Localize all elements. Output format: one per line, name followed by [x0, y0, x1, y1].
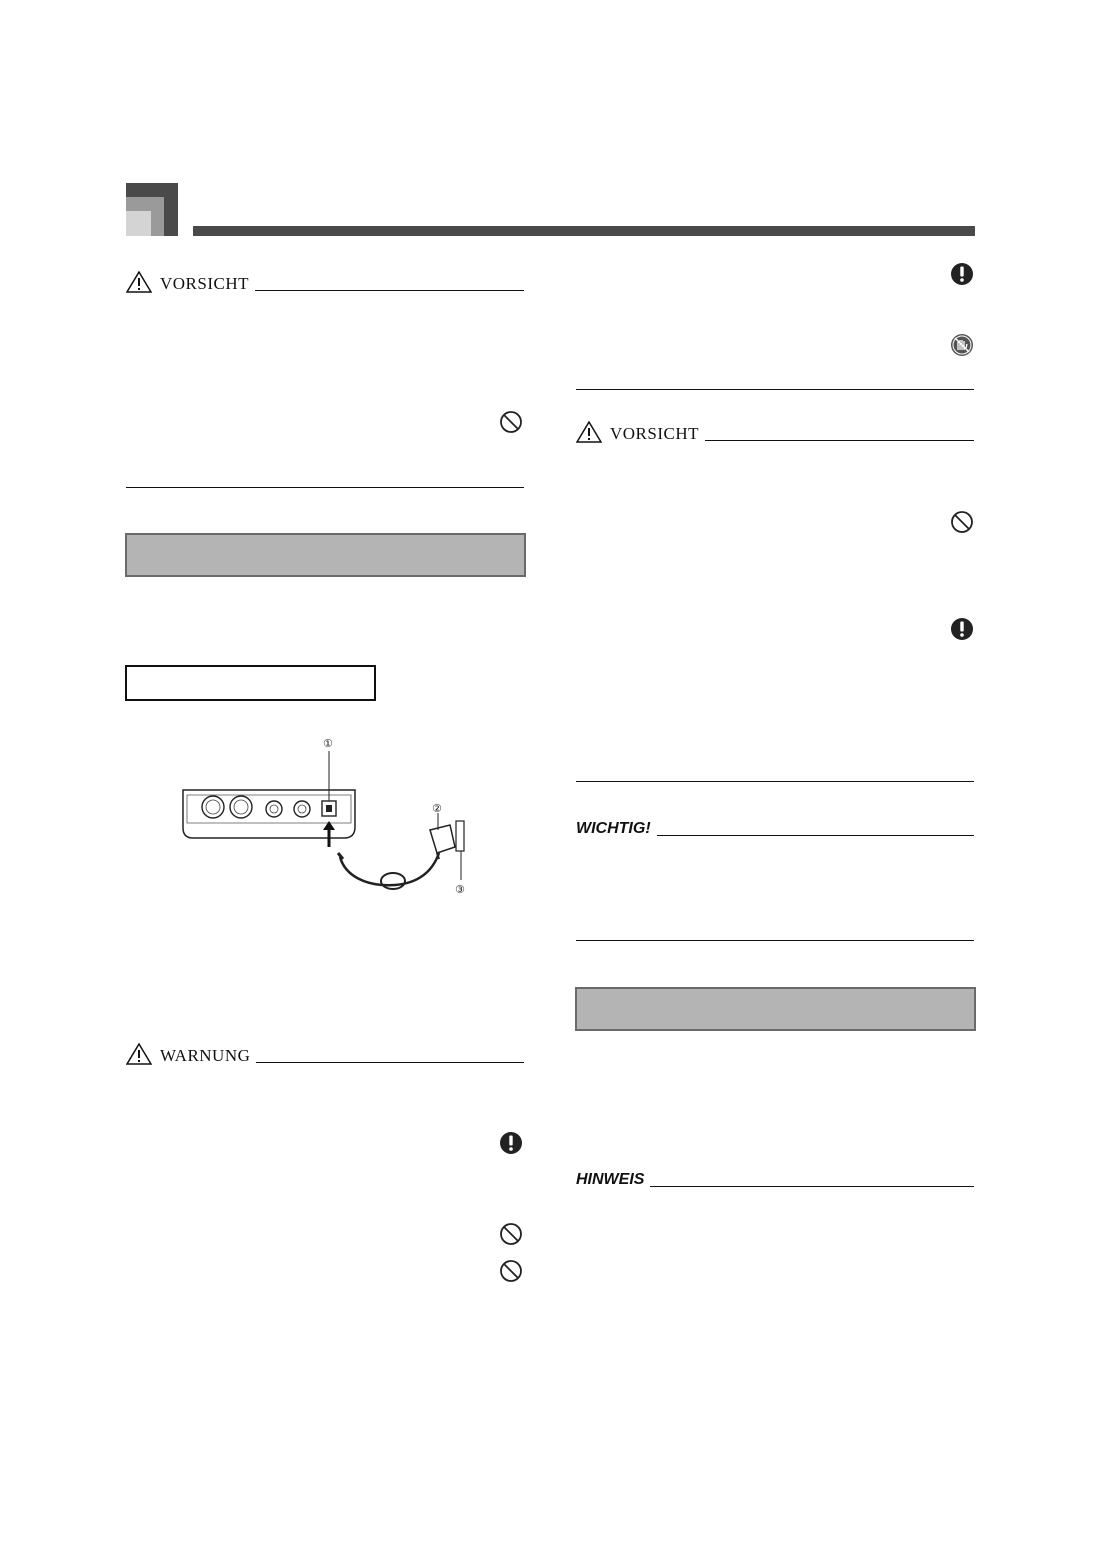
caution-heading-left — [126, 271, 524, 293]
section-end-rule — [576, 781, 974, 782]
section-end-rule — [126, 487, 524, 488]
prohibited-circle-icon — [950, 510, 974, 534]
warning-label: WARNUNG — [160, 1046, 251, 1065]
important-label: WICHTIG! — [576, 820, 651, 837]
note-label: HINWEIS — [576, 1171, 645, 1188]
subsection-heading-box — [125, 665, 376, 701]
header-rule — [193, 226, 975, 236]
figure-callout-2: ② — [432, 802, 442, 815]
adaptor-connection-figure — [175, 735, 485, 900]
figure-callout-1: ① — [323, 737, 333, 750]
figure-callout-3: ③ — [455, 883, 465, 896]
prohibited-circle-icon — [499, 410, 523, 434]
prohibited-circle-icon — [499, 1222, 523, 1246]
exclamation-circle-icon — [950, 617, 974, 641]
note-heading — [576, 1171, 974, 1189]
section-end-rule — [576, 389, 974, 390]
warning-heading-left — [126, 1043, 524, 1065]
section-heading-box — [575, 987, 976, 1031]
section-end-rule — [576, 940, 974, 941]
caution-label: VORSICHT — [160, 274, 250, 293]
section-heading-box — [125, 533, 526, 577]
caution-heading-right — [576, 421, 974, 443]
warning-triangle-icon — [576, 421, 602, 443]
chapter-tab-light — [126, 211, 151, 236]
caution-label: VORSICHT — [610, 424, 700, 443]
prohibited-circle-icon — [499, 1259, 523, 1283]
exclamation-circle-icon — [950, 262, 974, 286]
warning-triangle-icon — [126, 1043, 152, 1065]
important-heading — [576, 820, 974, 838]
warning-triangle-icon — [126, 271, 152, 293]
exclamation-circle-icon — [499, 1131, 523, 1155]
no-wet-hands-icon — [950, 333, 974, 357]
